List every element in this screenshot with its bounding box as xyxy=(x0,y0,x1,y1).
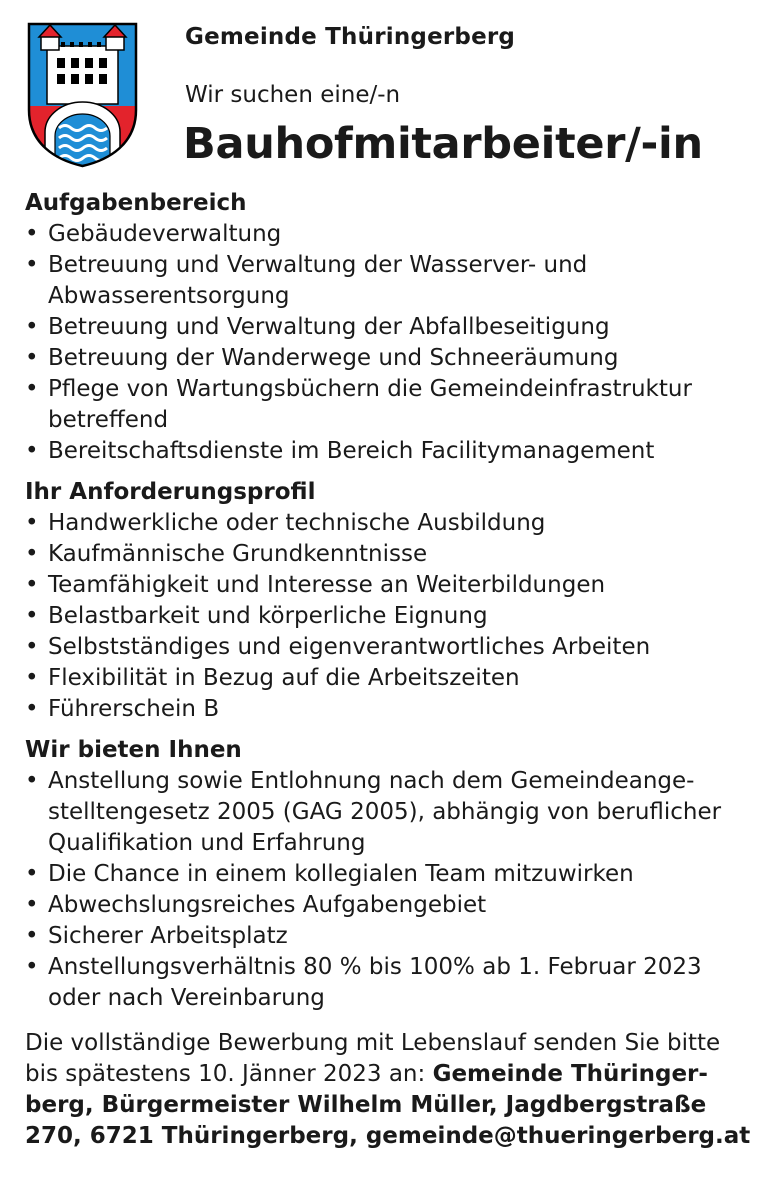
bullet-icon: • xyxy=(25,510,39,536)
list-item-text: Bereitschaftsdienste im Bereich Facilitymanagement xyxy=(48,438,655,464)
list-item-text: Kaufmännische Grundkenntnisse xyxy=(48,541,428,567)
list-item xyxy=(25,663,755,694)
bullet-list xyxy=(25,766,755,1014)
bullet-icon: • xyxy=(25,541,39,567)
bullet-icon: • xyxy=(25,221,39,247)
job-title: Bauhofmitarbeiter/-in xyxy=(183,119,703,169)
list-item xyxy=(25,570,755,601)
bullet-icon: • xyxy=(25,768,39,794)
list-item-text: Flexibilität in Bezug auf die Arbeitszeiten xyxy=(48,665,520,691)
list-item xyxy=(25,632,755,663)
closing-text: Die vollständige Bewerbung mit Lebenslauf senden Sie bitte bis spätestens 10. Jänner 2023 an: xyxy=(25,1030,721,1087)
list-item xyxy=(25,952,755,1014)
section-title: Aufgabenbereich xyxy=(25,190,247,216)
bullet-icon: • xyxy=(25,923,39,949)
list-item-text: Führerschein B xyxy=(48,696,220,722)
closing-paragraph xyxy=(25,1028,755,1152)
list-item xyxy=(25,312,755,343)
bullet-icon: • xyxy=(25,572,39,598)
list-item xyxy=(25,890,755,921)
sections xyxy=(25,188,755,1014)
list-item xyxy=(25,436,755,467)
ad-body xyxy=(25,188,755,1152)
section-title: Ihr Anforderungsprofil xyxy=(25,479,316,505)
list-item-text: Betreuung der Wanderwege und Schneeräumung xyxy=(48,345,619,371)
list-item-text: Handwerkliche oder technische Ausbildung xyxy=(48,510,546,536)
list-item xyxy=(25,601,755,632)
bullet-icon: • xyxy=(25,634,39,660)
list-item-text: Selbstständiges und eigenverantwortliches Arbeiten xyxy=(48,634,651,660)
bullet-icon: • xyxy=(25,314,39,340)
bullet-icon: • xyxy=(25,954,39,980)
list-item-text: Pflege von Wartungsbüchern die Gemeindeinfrastruktur betreffend xyxy=(48,376,692,433)
section-aufgabenbereich xyxy=(25,188,755,467)
section-wir-bieten-ihnen xyxy=(25,735,755,1014)
list-item xyxy=(25,219,755,250)
list-item-text: Sicherer Arbeitsplatz xyxy=(48,923,288,949)
list-item xyxy=(25,343,755,374)
list-item-text: Betreuung und Verwaltung der Wasserver- und Abwasserentsorgung xyxy=(48,252,588,309)
list-item xyxy=(25,539,755,570)
list-item-text: Anstellung sowie Entlohnung nach dem Gemeindeange- stelltengesetz 2005 (GAG 2005), abhängig von beruflicher Qualifikation und Erfahrung xyxy=(48,768,722,856)
list-item xyxy=(25,508,755,539)
list-item-text: Abwechslungsreiches Aufgabengebiet xyxy=(48,892,487,918)
bullet-icon: • xyxy=(25,603,39,629)
list-item-text: Betreuung und Verwaltung der Abfallbeseitigung xyxy=(48,314,610,340)
section-title: Wir bieten Ihnen xyxy=(25,737,242,763)
organization-name: Gemeinde Thüringerberg xyxy=(185,24,516,50)
bullet-list xyxy=(25,508,755,725)
list-item xyxy=(25,374,755,436)
contact-address: Gemeinde Thüringer- berg, Bürgermeister Wilhelm Müller, Jagdbergstraße 270, 6721 Thüringerberg, gemeinde@thueringerberg.at xyxy=(25,1061,751,1149)
list-item xyxy=(25,859,755,890)
bullet-icon: • xyxy=(25,376,39,402)
municipal-coat-of-arms xyxy=(27,22,138,168)
list-item-text: Die Chance in einem kollegialen Team mitzuwirken xyxy=(48,861,634,887)
intro-line: Wir suchen eine/-n xyxy=(185,82,401,108)
bullet-icon: • xyxy=(25,892,39,918)
bullet-list xyxy=(25,219,755,467)
bullet-icon: • xyxy=(25,696,39,722)
bullet-icon: • xyxy=(25,345,39,371)
list-item-text: Gebäudeverwaltung xyxy=(48,221,282,247)
list-item xyxy=(25,921,755,952)
section-ihr-anforderungsprofil xyxy=(25,477,755,725)
list-item-text: Teamfähigkeit und Interesse an Weiterbildungen xyxy=(48,572,606,598)
bullet-icon: • xyxy=(25,438,39,464)
list-item-text: Anstellungsverhältnis 80 % bis 100% ab 1. Februar 2023 oder nach Vereinbarung xyxy=(48,954,702,1011)
bullet-icon: • xyxy=(25,665,39,691)
list-item xyxy=(25,766,755,859)
list-item-text: Belastbarkeit und körperliche Eignung xyxy=(48,603,488,629)
list-item xyxy=(25,694,755,725)
water-arch-icon xyxy=(45,102,120,168)
list-item xyxy=(25,250,755,312)
bullet-icon: • xyxy=(25,252,39,278)
bullet-icon: • xyxy=(25,861,39,887)
